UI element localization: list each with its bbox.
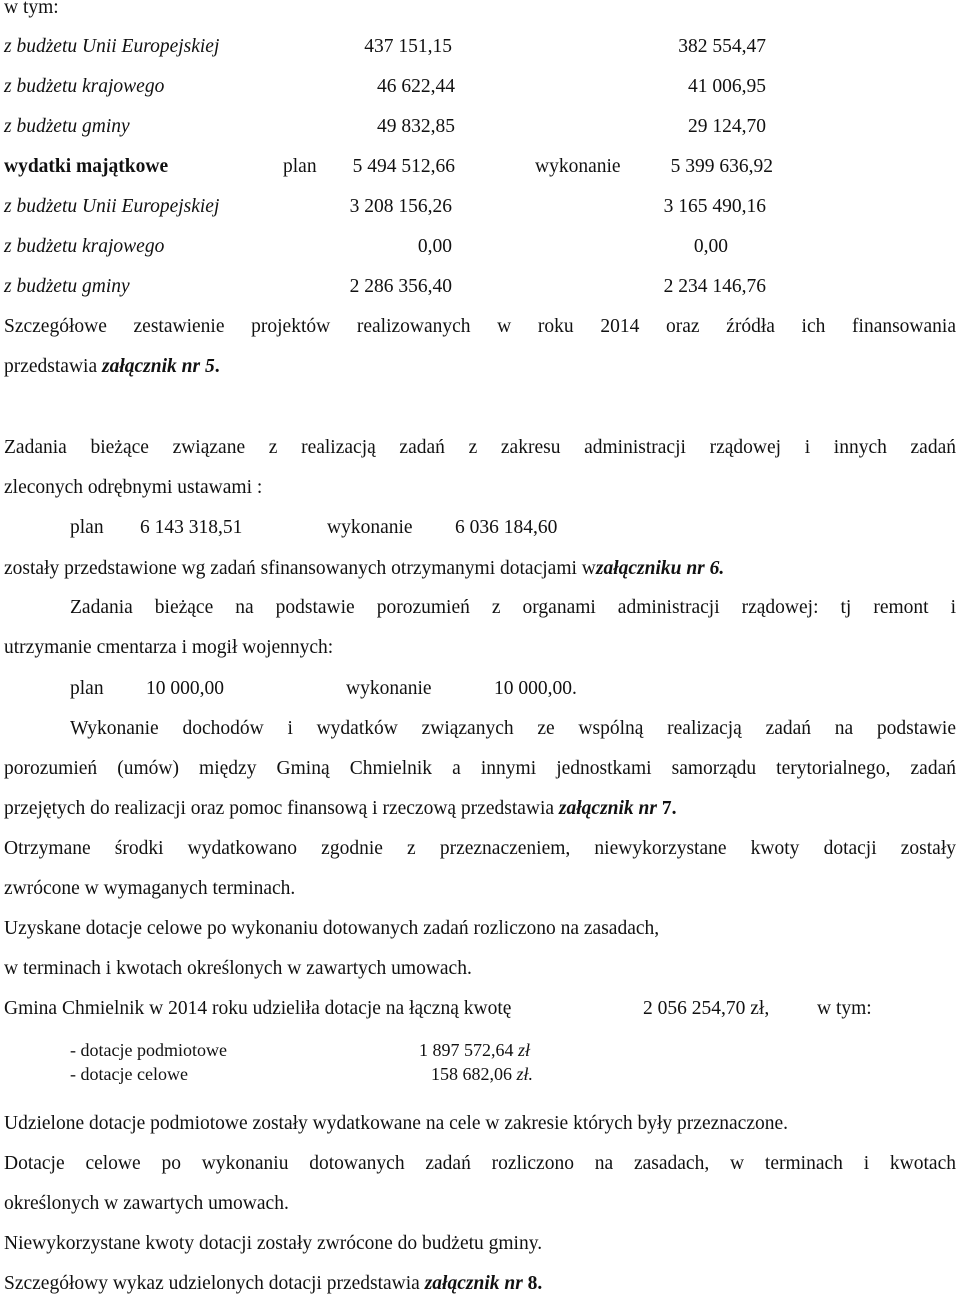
attachment-number: 7.: [661, 798, 677, 819]
paragraph-line: Otrzymane środki wydatkowano zgodnie z przeznaczeniem, niewykorzystane kwoty dotacji zostały: [4, 838, 956, 859]
attachment-reference: załącznik nr: [558, 798, 657, 819]
text-fragment: Szczegółowy wykaz udzielonych dotacji przedstawia: [4, 1273, 420, 1294]
paragraph-line: utrzymanie cmentarza i mogił wojennych:: [4, 637, 334, 658]
text-fragment: przedstawia: [4, 356, 98, 377]
grant-amount: 158 682,06: [431, 1064, 512, 1084]
capital-row-exec: 0,00: [693, 236, 728, 257]
capital-row-exec: 2 234 146,76: [663, 276, 766, 297]
text-fragment: zostały przedstawione wg zadań sfinansowanych otrzymanymi dotacjami w: [4, 558, 596, 579]
paragraph-line: [4, 1272, 542, 1296]
paragraph-line: Niewykorzystane kwoty dotacji zostały zwrócone do budżetu gminy.: [4, 1233, 543, 1254]
paragraph-line: [4, 355, 220, 379]
grant-value: [431, 1062, 533, 1086]
amount-plan-label: plan: [70, 517, 104, 538]
paragraph-line: Zadania bieżące na podstawie porozumień z organami administracji rządowej: tj remont i: [70, 597, 956, 618]
amount-exec-value: 10 000,00.: [494, 678, 577, 699]
paragraph-line: określonych w zawartych umowach.: [4, 1193, 289, 1214]
amount-exec-label: wykonanie: [346, 678, 432, 699]
capital-row-label: z budżetu gminy: [4, 276, 130, 297]
text-fragment: przejętych do realizacji oraz pomoc finansową i rzeczową przedstawia: [4, 798, 555, 819]
capital-exec-label: wykonanie: [535, 156, 621, 177]
paragraph-line: Dotacje celowe po wykonaniu dotowanych zadań rozliczono na zasadach, w terminach i kwotach: [4, 1153, 956, 1174]
row-label: z budżetu Unii Europejskiej: [4, 36, 220, 57]
grant-value: [419, 1038, 530, 1062]
capital-label: wydatki majątkowe: [4, 156, 169, 177]
capital-plan-label: plan: [283, 156, 317, 177]
intro-text: w tym:: [4, 0, 59, 18]
row-exec-value: 41 006,95: [688, 76, 766, 97]
row-label: z budżetu gminy: [4, 116, 130, 137]
paragraph-line: Udzielone dotacje podmiotowe zostały wydatkowane na cele w zakresie których były przeznaczone.: [4, 1113, 789, 1134]
capital-row-label: z budżetu Unii Europejskiej: [4, 196, 220, 217]
amount-exec-value: 6 036 184,60: [455, 517, 558, 538]
capital-row-plan: 3 208 156,26: [349, 196, 452, 217]
row-plan-value: 46 622,44: [377, 76, 455, 97]
attachment-number: 8.: [527, 1273, 543, 1294]
row-plan-value: 49 832,85: [377, 116, 455, 137]
amount-exec-label: wykonanie: [327, 517, 413, 538]
grant-unit: zł.: [516, 1064, 534, 1084]
paragraph-line: porozumień (umów) między Gminą Chmielnik a innymi jednostkami samorządu terytorialnego, zadań: [4, 758, 956, 779]
grant-label: - dotacje celowe: [70, 1064, 188, 1084]
amount-plan-value: 10 000,00: [146, 678, 224, 699]
grant-amount: 1 897 572,64: [419, 1040, 514, 1060]
attachment-reference: załącznik nr 5: [102, 356, 215, 377]
amount-plan-label: plan: [70, 678, 104, 699]
grant-unit: zł: [518, 1040, 531, 1060]
capital-plan-value: 5 494 512,66: [352, 156, 455, 177]
paragraph-line: Zadania bieżące związane z realizacją zadań z zakresu administracji rządowej i innych zadań: [4, 437, 956, 458]
capital-row-label: z budżetu krajowego: [4, 236, 165, 257]
row-plan-value: 437 151,15: [364, 36, 452, 57]
text-fragment: .: [214, 356, 220, 377]
row-label: z budżetu krajowego: [4, 76, 165, 97]
paragraph-line: zwrócone w wymaganych terminach.: [4, 878, 296, 899]
capital-row-plan: 0,00: [417, 236, 452, 257]
grant-label: - dotacje podmiotowe: [70, 1040, 227, 1060]
paragraph-line: [4, 557, 724, 581]
row-exec-value: 29 124,70: [688, 116, 766, 137]
row-exec-value: 382 554,47: [678, 36, 766, 57]
paragraph-line: Uzyskane dotacje celowe po wykonaniu dotowanych zadań rozliczono na zasadach,: [4, 918, 660, 939]
text-fragment: w tym:: [817, 998, 872, 1019]
paragraph-line: [4, 797, 677, 821]
paragraph-line: w terminach i kwotach określonych w zawartych umowach.: [4, 958, 472, 979]
paragraph-line: Gmina Chmielnik w 2014 roku udzieliła dotacje na łączną kwotę: [4, 998, 512, 1019]
total-amount: 2 056 254,70 zł,: [643, 998, 770, 1019]
attachment-reference: załączniku nr 6.: [595, 558, 725, 579]
capital-exec-value: 5 399 636,92: [670, 156, 773, 177]
paragraph-line: zleconych odrębnymi ustawami :: [4, 477, 263, 498]
capital-row-plan: 2 286 356,40: [349, 276, 452, 297]
paragraph-line: Szczegółowe zestawienie projektów realizowanych w roku 2014 oraz źródła ich finansowania: [4, 316, 956, 337]
capital-row-exec: 3 165 490,16: [663, 196, 766, 217]
paragraph-line: Wykonanie dochodów i wydatków związanych ze wspólną realizacją zadań na podstawie: [70, 718, 956, 739]
amount-plan-value: 6 143 318,51: [140, 517, 243, 538]
attachment-reference: załącznik nr: [424, 1273, 523, 1294]
